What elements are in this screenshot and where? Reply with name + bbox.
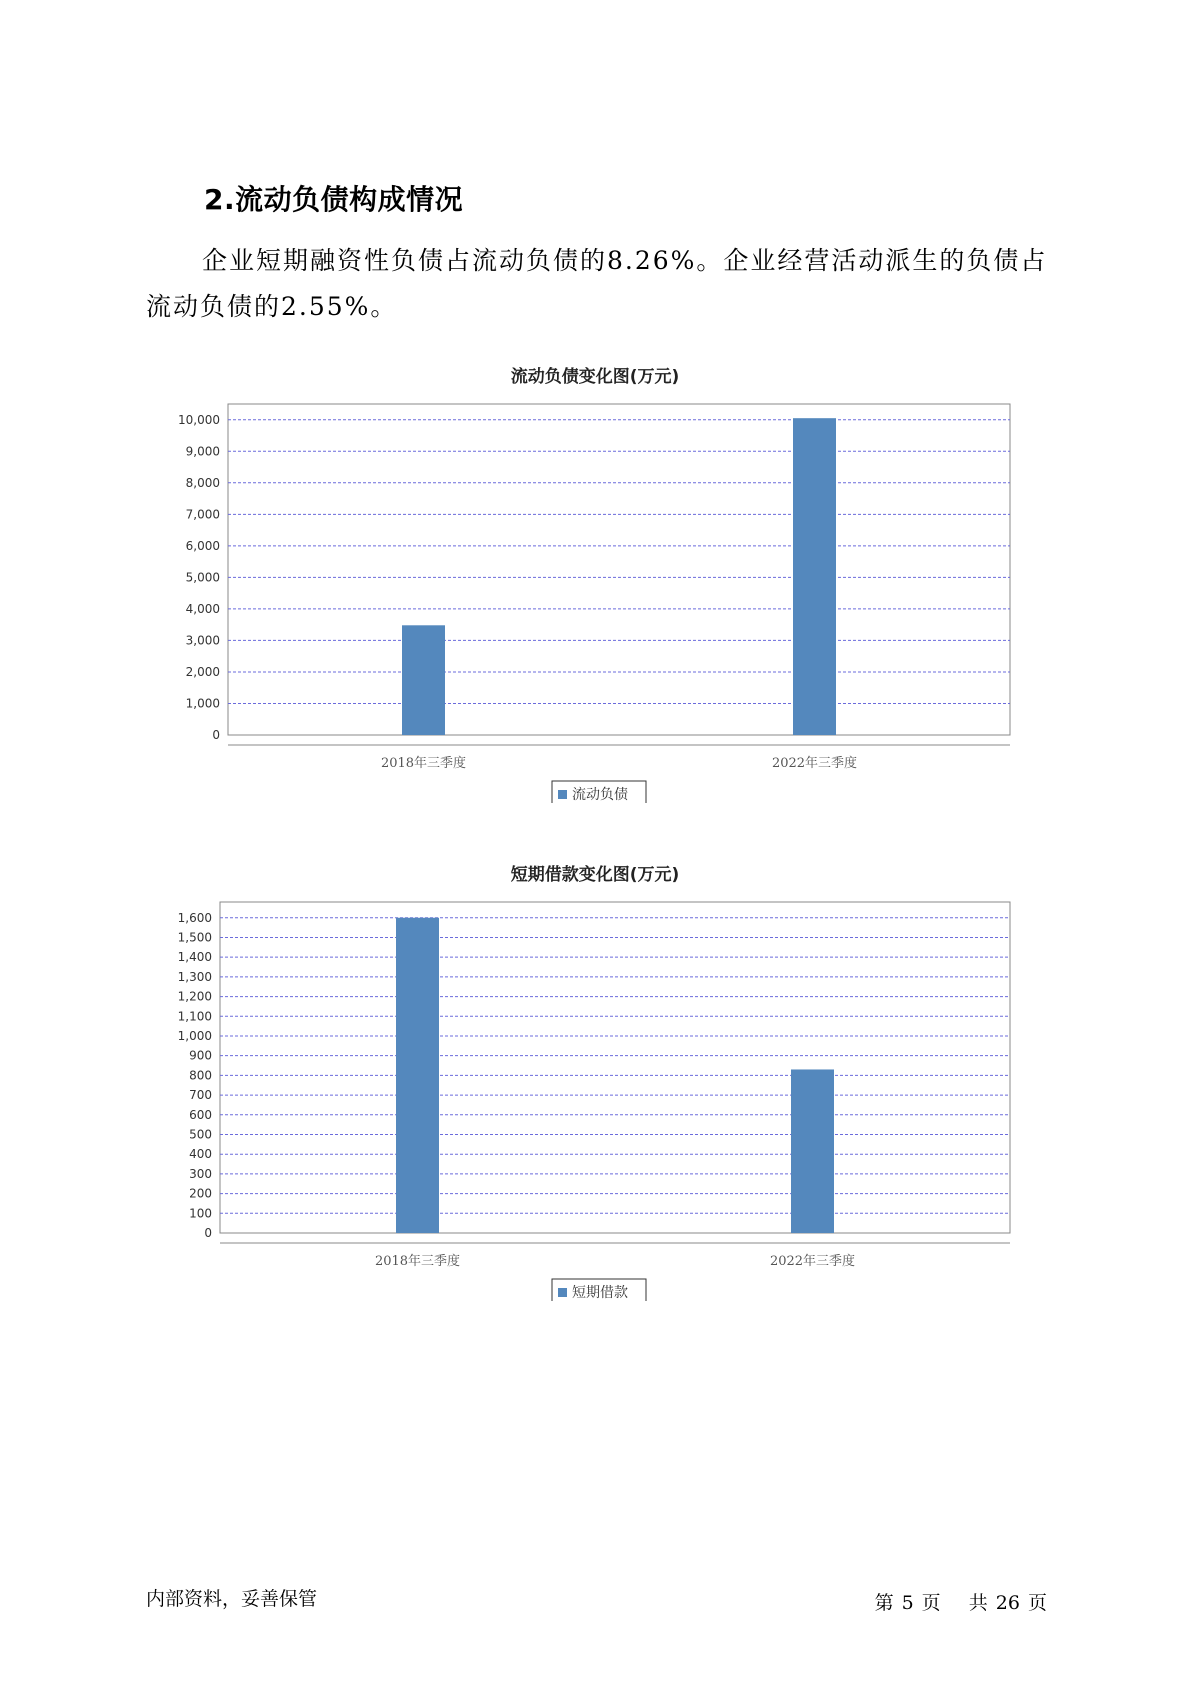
y-tick-label: 1,100 bbox=[177, 1009, 212, 1024]
x-tick-label: 2022年三季度 bbox=[771, 756, 858, 771]
y-tick-label: 1,500 bbox=[177, 930, 212, 945]
y-tick-label: 6,000 bbox=[185, 538, 220, 553]
plot-frame bbox=[220, 902, 1010, 1233]
y-tick-label: 1,000 bbox=[177, 1028, 212, 1043]
y-tick-label: 3,000 bbox=[185, 633, 220, 648]
page-unit: 页 bbox=[921, 1592, 941, 1614]
total-num: 26 bbox=[995, 1592, 1020, 1614]
plot-frame bbox=[228, 404, 1010, 735]
current-liabilities-chart bbox=[0, 358, 1191, 803]
bar bbox=[793, 418, 836, 735]
page-num: 5 bbox=[901, 1592, 914, 1614]
y-tick-label: 8,000 bbox=[185, 475, 220, 490]
y-tick-label: 4,000 bbox=[185, 601, 220, 616]
y-tick-label: 900 bbox=[189, 1048, 212, 1063]
y-tick-label: 0 bbox=[204, 1226, 212, 1240]
y-tick-label: 2,000 bbox=[185, 664, 220, 679]
y-tick-label: 10,000 bbox=[178, 412, 220, 427]
y-tick-label: 1,000 bbox=[185, 696, 220, 711]
y-tick-label: 700 bbox=[189, 1088, 212, 1103]
short-term-loans-chart-svg bbox=[0, 856, 1191, 1301]
x-tick-label: 2018年三季度 bbox=[380, 756, 467, 771]
y-tick-label: 1,600 bbox=[177, 910, 212, 925]
chart-title: 短期借款变化图(万元) bbox=[510, 865, 680, 885]
bar bbox=[396, 918, 439, 1233]
y-tick-label: 600 bbox=[189, 1107, 212, 1122]
y-tick-label: 7,000 bbox=[185, 507, 220, 522]
y-tick-label: 400 bbox=[189, 1147, 212, 1162]
bar bbox=[791, 1069, 834, 1233]
current-liabilities-chart-svg bbox=[0, 358, 1191, 803]
total-unit: 页 bbox=[1027, 1592, 1047, 1614]
y-tick-label: 1,400 bbox=[177, 950, 212, 965]
footer-confidential-note: 内部资料，妥善保管 bbox=[146, 1588, 318, 1610]
legend-label: 短期借款 bbox=[572, 1285, 628, 1301]
y-tick-label: 9,000 bbox=[185, 444, 220, 459]
x-tick-label: 2022年三季度 bbox=[769, 1254, 856, 1269]
summary-paragraph: 企业短期融资性负债占流动负债的8.26%。企业经营活动派生的负债占流动负债的2.55%。 bbox=[146, 246, 1048, 321]
footer-page-number bbox=[871, 1588, 1051, 1615]
y-tick-label: 5,000 bbox=[185, 570, 220, 585]
y-tick-label: 100 bbox=[189, 1206, 212, 1221]
bar bbox=[402, 625, 445, 735]
y-tick-label: 0 bbox=[212, 728, 220, 742]
legend-swatch bbox=[558, 790, 567, 799]
y-tick-label: 800 bbox=[189, 1068, 212, 1083]
y-tick-label: 200 bbox=[189, 1186, 212, 1201]
total-prefix: 共 bbox=[968, 1592, 988, 1614]
legend-label: 流动负债 bbox=[572, 787, 628, 803]
short-term-loans-chart bbox=[0, 856, 1191, 1301]
page-prefix: 第 bbox=[874, 1592, 894, 1614]
y-tick-label: 1,200 bbox=[177, 989, 212, 1004]
y-tick-label: 1,300 bbox=[177, 969, 212, 984]
chart-title: 流动负债变化图(万元) bbox=[510, 367, 680, 387]
section-heading: 2.流动负债构成情况 bbox=[204, 183, 464, 216]
x-tick-label: 2018年三季度 bbox=[374, 1254, 461, 1269]
y-tick-label: 500 bbox=[189, 1127, 212, 1142]
legend-swatch bbox=[558, 1288, 567, 1297]
y-tick-label: 300 bbox=[189, 1166, 212, 1181]
